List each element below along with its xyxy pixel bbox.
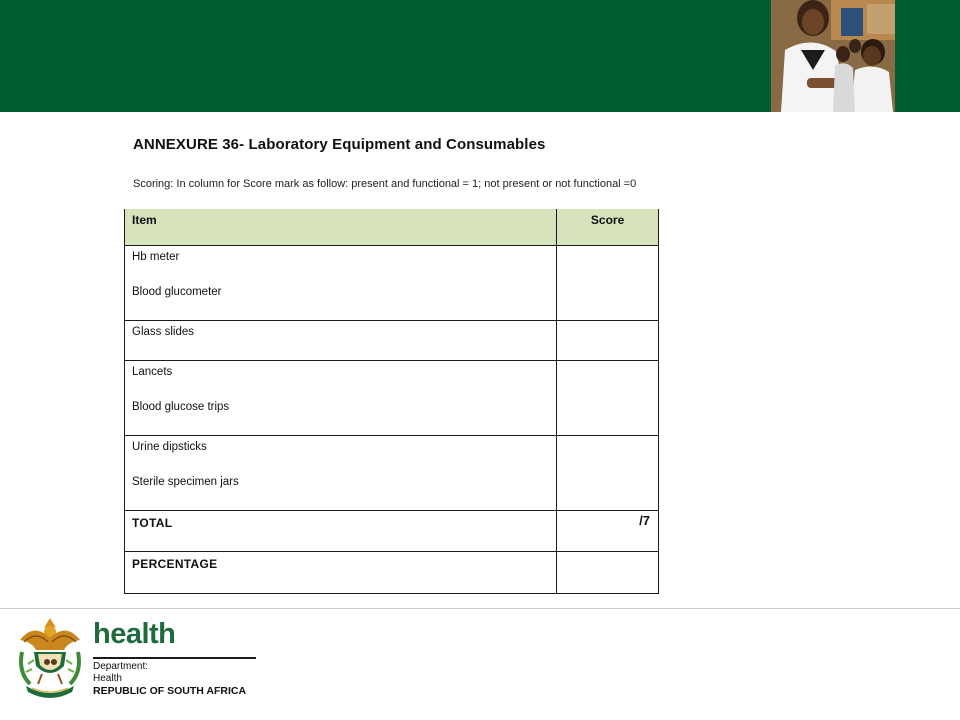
score-cell[interactable] <box>557 435 659 510</box>
percentage-row <box>125 551 659 593</box>
south-african-coat-of-arms-icon <box>14 614 86 702</box>
logo-dept-line2: Health <box>93 673 122 684</box>
total-score: /7 <box>557 510 659 551</box>
table-row <box>125 245 659 320</box>
document-title: ANNEXURE 36- Laboratory Equipment and Consumables <box>133 136 546 153</box>
score-cell[interactable] <box>557 320 659 360</box>
table-header-row <box>125 209 659 245</box>
item-blood-glucometer: Blood glucometer <box>132 285 222 298</box>
logo-wordmark: health <box>93 618 176 650</box>
item-blood-glucose-trips: Blood glucose trips <box>132 400 230 413</box>
header-photo <box>771 0 895 112</box>
score-cell[interactable] <box>557 360 659 435</box>
table-row <box>125 360 659 435</box>
item-cell <box>125 435 557 510</box>
percentage-score[interactable] <box>557 551 659 593</box>
logo-dept-line1: Department: <box>93 661 149 672</box>
item-column-header: Item <box>125 209 557 245</box>
item-glass-slides: Glass slides <box>132 325 194 338</box>
score-cell[interactable] <box>557 245 659 320</box>
item-hb-meter: Hb meter <box>132 250 180 263</box>
total-row <box>125 510 659 551</box>
item-lancets: Lancets <box>132 365 173 378</box>
item-cell <box>125 320 557 360</box>
logo-department <box>93 661 148 685</box>
footer-divider <box>0 608 960 609</box>
health-department-logo <box>14 614 258 704</box>
equipment-checklist-table <box>124 209 659 594</box>
percentage-label: PERCENTAGE <box>125 551 557 593</box>
item-sterile-specimen-jars: Sterile specimen jars <box>132 475 239 488</box>
score-column-header: Score <box>557 209 659 245</box>
item-cell <box>125 360 557 435</box>
logo-country: REPUBLIC OF SOUTH AFRICA <box>93 685 247 697</box>
logo-rule <box>93 657 256 659</box>
table-row <box>125 320 659 360</box>
table-row <box>125 435 659 510</box>
item-cell <box>125 245 557 320</box>
total-label: TOTAL <box>125 510 557 551</box>
item-urine-dipsticks: Urine dipsticks <box>132 440 207 453</box>
scoring-note: Scoring: In column for Score mark as follow: present and functional = 1; not present or not functional =0 <box>133 178 637 190</box>
